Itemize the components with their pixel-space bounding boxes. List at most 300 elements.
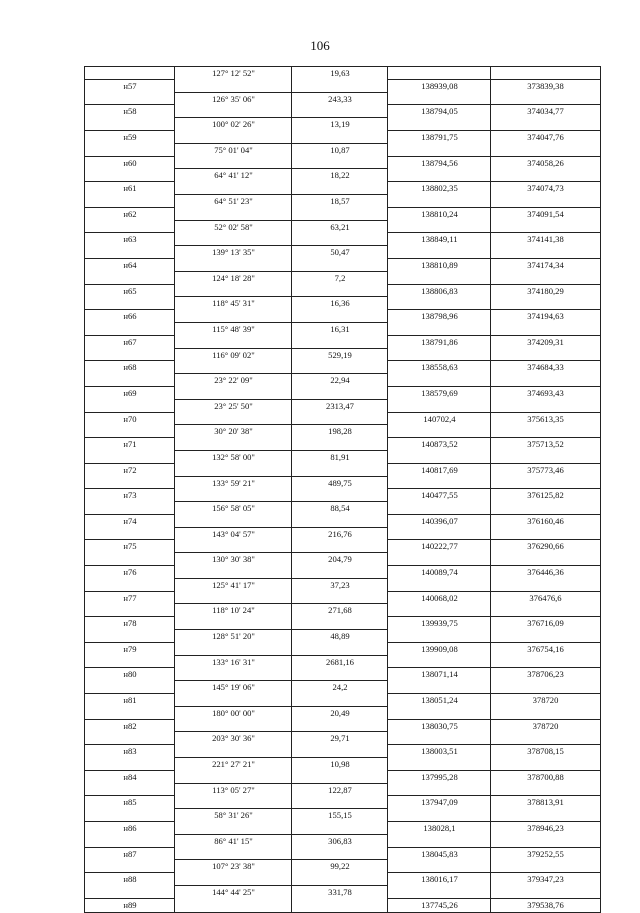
y-coordinate-cell: 374180,29 [527, 285, 564, 296]
x-coordinate-cell [388, 707, 491, 720]
y-coordinate-cell [491, 604, 600, 617]
y-coordinate-cell [491, 835, 600, 848]
point-name-cell [85, 528, 175, 541]
angle-cell [175, 796, 292, 809]
y-coordinate-cell [491, 246, 600, 259]
angle-cell: 64° 41' 12" [214, 170, 253, 181]
length-cell: 99,22 [330, 861, 350, 872]
table-row-segment [85, 502, 600, 515]
angle-cell: 86° 41' 15" [214, 835, 253, 846]
point-name-cell [85, 67, 175, 80]
y-coordinate-cell: 374091,54 [527, 208, 564, 219]
length-cell [292, 745, 388, 758]
x-coordinate-cell: 138045,83 [421, 848, 458, 859]
length-cell: 243,33 [328, 93, 352, 104]
table-row-segment [85, 297, 600, 310]
length-cell: 216,76 [328, 528, 352, 539]
length-cell: 19,63 [330, 68, 350, 78]
point-name-cell: н63 [123, 234, 137, 245]
point-name-cell: н73 [123, 490, 137, 501]
angle-cell [175, 694, 292, 707]
point-name-cell [85, 604, 175, 617]
y-coordinate-cell [491, 272, 600, 285]
length-cell: 155,15 [328, 810, 352, 821]
point-name-cell: н68 [123, 362, 137, 373]
length-cell: 18,57 [330, 195, 350, 206]
y-coordinate-cell [491, 579, 600, 592]
point-name-cell [85, 579, 175, 592]
angle-cell: 124° 18' 28" [212, 272, 255, 283]
angle-cell [175, 259, 292, 272]
angle-cell: 133° 59' 21" [212, 477, 255, 488]
table-row-point [85, 285, 600, 298]
angle-cell [175, 745, 292, 758]
y-coordinate-cell [491, 860, 600, 873]
table-row-point [85, 899, 600, 912]
x-coordinate-cell [388, 528, 491, 541]
angle-cell: 75° 01' 04" [214, 144, 253, 155]
y-coordinate-cell: 373839,38 [527, 80, 564, 91]
angle-cell: 144° 44' 25" [212, 887, 255, 897]
table-row-segment [85, 860, 600, 873]
point-name-cell: н88 [123, 874, 137, 885]
point-name-cell [85, 630, 175, 643]
angle-cell [175, 822, 292, 835]
table-row-point [85, 438, 600, 451]
point-name-cell: н70 [123, 413, 137, 424]
point-name-cell [85, 886, 175, 899]
y-coordinate-cell: 376290,66 [527, 541, 564, 552]
y-coordinate-cell: 376125,82 [527, 490, 564, 501]
point-name-cell [85, 323, 175, 336]
table-row-segment [85, 349, 600, 362]
angle-cell: 125° 41' 17" [212, 579, 255, 590]
table-row-point [85, 233, 600, 246]
x-coordinate-cell [388, 477, 491, 490]
angle-cell [175, 899, 292, 912]
angle-cell: 64° 51' 23" [214, 195, 253, 206]
y-coordinate-cell: 376160,46 [527, 515, 564, 526]
angle-cell [175, 438, 292, 451]
y-coordinate-cell: 374074,73 [527, 183, 564, 194]
column-divider [490, 67, 491, 912]
angle-cell: 143° 04' 57" [212, 528, 255, 539]
x-coordinate-cell: 138794,56 [421, 157, 458, 168]
x-coordinate-cell: 140068,02 [421, 592, 458, 603]
y-coordinate-cell: 378708,15 [527, 746, 564, 757]
x-coordinate-cell: 138810,89 [421, 259, 458, 270]
x-coordinate-cell: 139909,08 [421, 643, 458, 654]
point-name-cell: н77 [123, 592, 137, 603]
y-coordinate-cell [491, 528, 600, 541]
length-cell: 16,31 [330, 323, 350, 334]
length-cell: 50,47 [330, 247, 350, 258]
x-coordinate-cell: 138558,63 [421, 362, 458, 373]
y-coordinate-cell [491, 809, 600, 822]
x-coordinate-cell [388, 656, 491, 669]
angle-cell [175, 515, 292, 528]
length-cell: 63,21 [330, 221, 350, 232]
point-name-cell [85, 758, 175, 771]
y-coordinate-cell: 374693,43 [527, 387, 564, 398]
table-row-segment [85, 195, 600, 208]
x-coordinate-cell [388, 272, 491, 285]
y-coordinate-cell: 379252,55 [527, 848, 564, 859]
table-row-point [85, 848, 600, 861]
y-coordinate-cell [491, 681, 600, 694]
column-divider [291, 67, 292, 912]
length-cell [292, 105, 388, 118]
x-coordinate-cell: 138579,69 [421, 387, 458, 398]
point-name-cell [85, 451, 175, 464]
point-name-cell: н58 [123, 106, 137, 117]
length-cell [292, 899, 388, 912]
length-cell: 7,2 [334, 272, 346, 283]
x-coordinate-cell: 138806,83 [421, 285, 458, 296]
point-name-cell [85, 553, 175, 566]
table-row-segment [85, 67, 600, 80]
table-row-point [85, 80, 600, 93]
length-cell [292, 643, 388, 656]
angle-cell: 132° 58' 00" [212, 451, 255, 462]
x-coordinate-cell: 138003,51 [421, 746, 458, 757]
table-row-segment [85, 656, 600, 669]
length-cell [292, 464, 388, 477]
x-coordinate-cell: 137745,26 [421, 899, 458, 910]
length-cell: 22,94 [330, 375, 350, 386]
point-name-cell [85, 477, 175, 490]
table-row-point [85, 336, 600, 349]
y-coordinate-cell [491, 67, 600, 80]
point-name-cell [85, 707, 175, 720]
y-coordinate-cell: 376476,6 [529, 592, 562, 603]
length-cell: 10,98 [330, 759, 350, 770]
x-coordinate-cell [388, 221, 491, 234]
x-coordinate-cell [388, 502, 491, 515]
table-row-segment [85, 681, 600, 694]
point-name-cell: н87 [123, 848, 137, 859]
y-coordinate-cell: 374209,31 [527, 336, 564, 347]
point-name-cell: н82 [123, 720, 137, 731]
angle-cell: 23° 22' 09" [214, 375, 253, 386]
angle-cell [175, 105, 292, 118]
length-cell [292, 157, 388, 170]
point-name-cell [85, 860, 175, 873]
x-coordinate-cell: 140477,55 [421, 490, 458, 501]
y-coordinate-cell [491, 732, 600, 745]
column-divider [387, 67, 388, 912]
length-cell [292, 233, 388, 246]
y-coordinate-cell: 374034,77 [527, 106, 564, 117]
y-coordinate-cell: 378813,91 [527, 797, 564, 808]
table-row-segment [85, 784, 600, 797]
y-coordinate-cell [491, 195, 600, 208]
angle-cell: 145° 19' 06" [212, 682, 255, 693]
length-cell: 18,22 [330, 170, 350, 181]
table-row-segment [85, 579, 600, 592]
angle-cell [175, 540, 292, 553]
table-row-point [85, 643, 600, 656]
angle-cell: 130° 30' 38" [212, 554, 255, 565]
angle-cell: 58° 31' 26" [214, 810, 253, 821]
table-row-point [85, 617, 600, 630]
angle-cell [175, 771, 292, 784]
point-name-cell [85, 374, 175, 387]
length-cell: 198,28 [328, 426, 352, 437]
length-cell: 331,78 [328, 887, 352, 897]
point-name-cell [85, 425, 175, 438]
x-coordinate-cell [388, 758, 491, 771]
y-coordinate-cell [491, 297, 600, 310]
x-coordinate-cell: 138016,17 [421, 874, 458, 885]
y-coordinate-cell [491, 93, 600, 106]
x-coordinate-cell [388, 118, 491, 131]
y-coordinate-cell [491, 118, 600, 131]
x-coordinate-cell [388, 553, 491, 566]
table-row-point [85, 489, 600, 502]
length-cell: 48,89 [330, 631, 350, 642]
x-coordinate-cell [388, 425, 491, 438]
length-cell [292, 208, 388, 221]
y-coordinate-cell [491, 221, 600, 234]
x-coordinate-cell [388, 144, 491, 157]
angle-cell: 23° 25' 50" [214, 400, 253, 411]
table-row-segment [85, 425, 600, 438]
point-name-cell [85, 732, 175, 745]
table-row-segment [85, 374, 600, 387]
point-name-cell [85, 400, 175, 413]
point-name-cell: н85 [123, 797, 137, 808]
y-coordinate-cell: 378706,23 [527, 669, 564, 680]
x-coordinate-cell [388, 400, 491, 413]
angle-cell [175, 310, 292, 323]
table-row-segment [85, 707, 600, 720]
table-row-point [85, 745, 600, 758]
angle-cell [175, 720, 292, 733]
angle-cell: 221° 27' 21" [212, 759, 255, 770]
length-cell [292, 285, 388, 298]
angle-cell [175, 336, 292, 349]
angle-cell: 52° 02' 58" [214, 221, 253, 232]
x-coordinate-cell: 138802,35 [421, 183, 458, 194]
table-row-segment [85, 272, 600, 285]
length-cell [292, 873, 388, 886]
angle-cell: 115° 48' 39" [212, 323, 255, 334]
table-row-point [85, 131, 600, 144]
table-row-segment [85, 809, 600, 822]
length-cell: 306,83 [328, 835, 352, 846]
angle-cell [175, 131, 292, 144]
length-cell: 2681,16 [326, 656, 354, 667]
x-coordinate-cell [388, 67, 491, 80]
x-coordinate-cell [388, 886, 491, 899]
angle-cell: 118° 45' 31" [212, 298, 255, 309]
x-coordinate-cell [388, 604, 491, 617]
table-row-point [85, 694, 600, 707]
table-row-segment [85, 246, 600, 259]
point-name-cell: н66 [123, 311, 137, 322]
y-coordinate-cell [491, 886, 600, 899]
y-coordinate-cell [491, 477, 600, 490]
length-cell [292, 771, 388, 784]
point-name-cell [85, 656, 175, 669]
length-cell [292, 592, 388, 605]
x-coordinate-cell [388, 681, 491, 694]
x-coordinate-cell: 138939,08 [421, 80, 458, 91]
table-row-point [85, 720, 600, 733]
table-row-segment [85, 553, 600, 566]
length-cell [292, 361, 388, 374]
x-coordinate-cell [388, 860, 491, 873]
table-row-point [85, 515, 600, 528]
y-coordinate-cell [491, 630, 600, 643]
table-row-point [85, 464, 600, 477]
point-name-cell [85, 93, 175, 106]
x-coordinate-cell: 138071,14 [421, 669, 458, 680]
length-cell: 37,23 [330, 579, 350, 590]
y-coordinate-cell: 374174,34 [527, 259, 564, 270]
x-coordinate-cell [388, 93, 491, 106]
angle-cell [175, 80, 292, 93]
x-coordinate-cell [388, 323, 491, 336]
length-cell [292, 796, 388, 809]
x-coordinate-cell [388, 579, 491, 592]
angle-cell [175, 566, 292, 579]
y-coordinate-cell [491, 656, 600, 669]
point-name-cell [85, 784, 175, 797]
table-row-segment [85, 758, 600, 771]
length-cell [292, 540, 388, 553]
length-cell [292, 387, 388, 400]
length-cell [292, 668, 388, 681]
length-cell: 29,71 [330, 733, 350, 744]
y-coordinate-cell [491, 553, 600, 566]
point-name-cell: н74 [123, 515, 137, 526]
table-row-segment [85, 604, 600, 617]
point-name-cell [85, 118, 175, 131]
length-cell [292, 515, 388, 528]
angle-cell [175, 643, 292, 656]
length-cell [292, 80, 388, 93]
table-row-segment [85, 221, 600, 234]
table-row-segment [85, 630, 600, 643]
x-coordinate-cell [388, 732, 491, 745]
y-coordinate-cell [491, 758, 600, 771]
y-coordinate-cell: 374058,26 [527, 157, 564, 168]
angle-cell [175, 182, 292, 195]
length-cell [292, 822, 388, 835]
angle-cell: 139° 13' 35" [212, 247, 255, 258]
length-cell: 529,19 [328, 349, 352, 360]
point-name-cell: н79 [123, 643, 137, 654]
length-cell [292, 259, 388, 272]
point-name-cell [85, 835, 175, 848]
y-coordinate-cell: 375773,46 [527, 464, 564, 475]
table-row-point [85, 796, 600, 809]
point-name-cell: н61 [123, 183, 137, 194]
y-coordinate-cell [491, 502, 600, 515]
table-row-point [85, 361, 600, 374]
length-cell: 2313,47 [326, 400, 354, 411]
point-name-cell: н60 [123, 157, 137, 168]
x-coordinate-cell: 138051,24 [421, 695, 458, 706]
angle-cell: 113° 05' 27" [212, 784, 255, 795]
y-coordinate-cell [491, 784, 600, 797]
angle-cell [175, 233, 292, 246]
table-row-point [85, 259, 600, 272]
x-coordinate-cell: 140817,69 [421, 464, 458, 475]
point-name-cell: н84 [123, 771, 137, 782]
y-coordinate-cell: 374047,76 [527, 131, 564, 142]
table-row-segment [85, 323, 600, 336]
x-coordinate-cell [388, 246, 491, 259]
table-row-segment [85, 835, 600, 848]
table-row-point [85, 182, 600, 195]
table-row-point [85, 771, 600, 784]
length-cell [292, 489, 388, 502]
x-coordinate-cell [388, 784, 491, 797]
table-row-segment [85, 400, 600, 413]
angle-cell: 128° 51' 20" [212, 631, 255, 642]
table-row-point [85, 105, 600, 118]
angle-cell [175, 413, 292, 426]
angle-cell [175, 668, 292, 681]
angle-cell: 116° 09' 02" [212, 349, 255, 360]
point-name-cell: н62 [123, 208, 137, 219]
table-row-segment [85, 144, 600, 157]
table-row-point [85, 540, 600, 553]
point-name-cell [85, 195, 175, 208]
angle-cell: 100° 02' 26" [212, 119, 255, 130]
angle-cell: 133° 16' 31" [212, 656, 255, 667]
angle-cell [175, 157, 292, 170]
y-coordinate-cell [491, 374, 600, 387]
length-cell: 122,87 [328, 784, 352, 795]
length-cell [292, 310, 388, 323]
point-name-cell: н65 [123, 285, 137, 296]
y-coordinate-cell [491, 451, 600, 464]
length-cell: 81,91 [330, 451, 350, 462]
table-row-point [85, 208, 600, 221]
y-coordinate-cell [491, 323, 600, 336]
point-name-cell: н57 [123, 80, 137, 91]
y-coordinate-cell: 374141,38 [527, 234, 564, 245]
point-name-cell [85, 221, 175, 234]
table-row-segment [85, 93, 600, 106]
x-coordinate-cell [388, 349, 491, 362]
y-coordinate-cell: 374684,33 [527, 362, 564, 373]
length-cell: 16,36 [330, 298, 350, 309]
x-coordinate-cell: 138791,86 [421, 336, 458, 347]
point-name-cell [85, 349, 175, 362]
length-cell: 24,2 [332, 682, 348, 693]
length-cell: 489,75 [328, 477, 352, 488]
x-coordinate-cell: 138791,75 [421, 131, 458, 142]
table-row-segment [85, 451, 600, 464]
angle-cell: 156° 58' 05" [212, 503, 255, 514]
y-coordinate-cell: 375613,35 [527, 413, 564, 424]
x-coordinate-cell: 140702,4 [423, 413, 456, 424]
x-coordinate-cell: 139939,75 [421, 618, 458, 629]
table-row-segment [85, 477, 600, 490]
point-name-cell: н86 [123, 823, 137, 834]
x-coordinate-cell: 138030,75 [421, 720, 458, 731]
length-cell: 20,49 [330, 707, 350, 718]
point-name-cell [85, 272, 175, 285]
y-coordinate-cell [491, 144, 600, 157]
y-coordinate-cell: 376446,36 [527, 567, 564, 578]
point-name-cell: н81 [123, 695, 137, 706]
